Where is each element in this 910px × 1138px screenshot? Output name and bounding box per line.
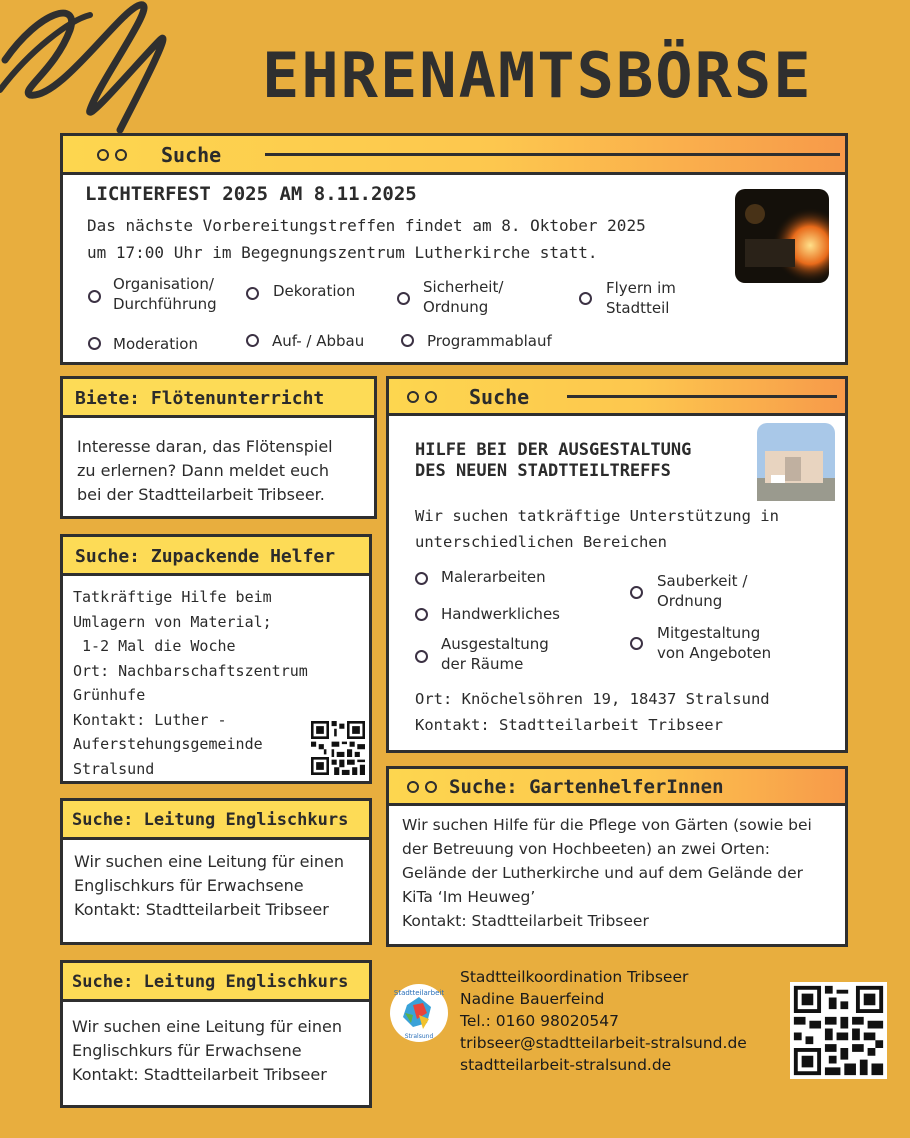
card5: Wir suchen Hilfe für die Pflege von Gärten (sowie bei der Betreuung von Hochbeeten) an zwei Orten: Gelände der Lutherkirche und auf dem Gelände der KiTa ‘Im Heuweg’ Kontakt: Stadtteilarbeit Tribseer <box>386 803 848 947</box>
card1-item-sicherheit: Sicherheit/ Ordnung <box>423 278 504 316</box>
card1-item-moderation: Moderation <box>113 335 198 353</box>
svg-text:Stadtteilarbeit: Stadtteilarbeit <box>393 989 445 997</box>
card5-header: Suche: GartenhelferInnen <box>386 766 848 806</box>
card4: Tatkräftige Hilfe beim Umlagern von Material; 1-2 Mal die Woche Ort: Nachbarschaftszentrum Grünhufe Kontakt: Luther - Auferstehungsgemeinde Stralsund <box>60 573 372 784</box>
card1-heading: LICHTERFEST 2025 AM 8.11.2025 <box>85 183 417 205</box>
card1-item-flyern: Flyern im Stadtteil <box>606 279 676 317</box>
page-title: EHRENAMTSBÖRSE <box>262 39 813 112</box>
card1-line-2: um 17:00 Uhr im Begegnungszentrum Lutherkirche statt. <box>87 243 598 262</box>
card1-header <box>60 133 848 175</box>
card1-tag: Suche <box>161 143 222 167</box>
contact-name: Nadine Bauerfeind <box>460 990 605 1008</box>
card6-header: Suche: Leitung Englischkurs <box>60 798 372 840</box>
card3-item-mitgestaltung: Mitgestaltung von Angeboten <box>657 624 772 662</box>
card3-header <box>386 376 848 416</box>
card3-item-sauberkeit: Sauberkeit / Ordnung <box>657 572 748 610</box>
card1-line-1: Das nächste Vorbereitungstreffen findet am 8. Oktober 2025 <box>87 216 646 235</box>
card1-item-organisation: Organisation/ Durchführung <box>113 275 217 313</box>
card3-item-ausgestaltung: Ausgestaltung der Räume <box>441 635 549 673</box>
qr-code-small[interactable] <box>311 721 365 775</box>
card1-item-programmablauf: Programmablauf <box>427 332 552 350</box>
card2: Interesse daran, das Flötenspiel zu erlernen? Dann meldet euch bei der Stadtteilarbeit Tribseer. <box>60 415 377 519</box>
card3-item-malerarbeiten: Malerarbeiten <box>441 568 546 586</box>
card3-tag: Suche <box>469 385 530 409</box>
contact-email[interactable]: tribseer@stadtteilarbeit-stralsund.de <box>460 1034 747 1052</box>
contact-block <box>460 966 747 1076</box>
qr-code-large[interactable] <box>790 982 887 1079</box>
contact-phone: Tel.: 0160 98020547 <box>460 1012 620 1030</box>
contact-website[interactable]: stadtteilarbeit-stralsund.de <box>460 1056 672 1074</box>
scribble-decoration <box>0 0 180 140</box>
card7-header: Suche: Leitung Englischkurs <box>60 960 372 1002</box>
card4-header: Suche: Zupackende Helfer <box>60 534 372 576</box>
card1-item-aufabbau: Auf- / Abbau <box>272 332 365 350</box>
stadtteiltreff-photo <box>757 423 835 501</box>
card1-item-dekoration: Dekoration <box>273 282 356 300</box>
card3-item-handwerkliches: Handwerkliches <box>441 605 560 623</box>
lichterfest-photo <box>735 189 829 283</box>
card2-header: Biete: Flötenunterricht <box>60 376 377 418</box>
contact-org: Stadtteilkoordination Tribseer <box>460 968 689 986</box>
card3: HILFE BEI DER AUSGESTALTUNG DES NEUEN STADTTEILTREFFS Wir suchen tatkräftige Unterstützung in unterschiedlichen Bereichen Malerarbeiten Sauberkeit / Ordnung Handwerkliches Mitgestaltung von Angeboten Ausgestaltung der Räume Ort: Knöchelsöhren 19, 18437 Stralsund Kontakt: Stadtteilarbeit Tribseer <box>386 413 848 753</box>
card7: Wir suchen eine Leitung für einen Englischkurs für Erwachsene Kontakt: Stadtteilarbeit Tribseer <box>60 999 372 1108</box>
card1 <box>60 172 848 365</box>
stadtteilarbeit-logo <box>389 983 449 1043</box>
svg-text:Stralsund: Stralsund <box>404 1033 434 1040</box>
card6: Wir suchen eine Leitung für einen Englischkurs für Erwachsene Kontakt: Stadtteilarbeit Tribseer <box>60 837 372 945</box>
